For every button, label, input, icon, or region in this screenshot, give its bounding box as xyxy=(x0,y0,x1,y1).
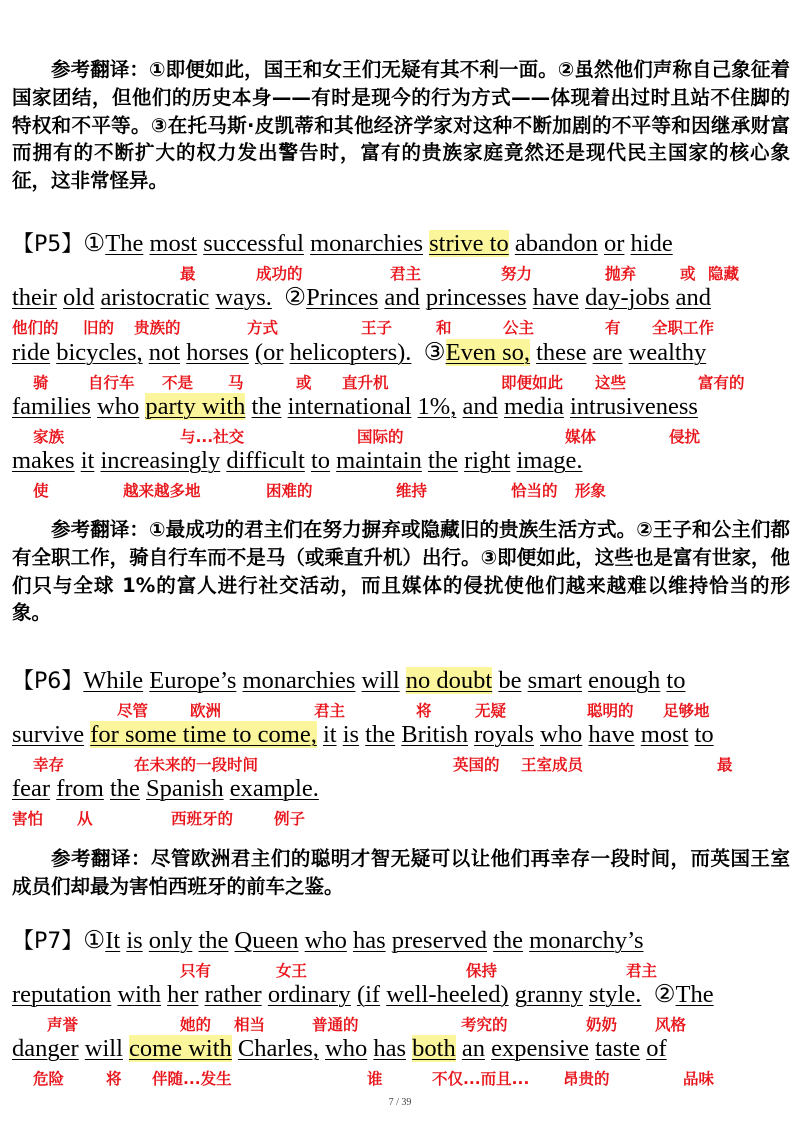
sentence-number: ② xyxy=(653,981,676,1008)
gloss: 或 xyxy=(296,374,312,392)
word: aristocratic xyxy=(100,284,210,311)
gloss: 伴随...发生 xyxy=(152,1070,232,1088)
gloss: 国际的 xyxy=(357,428,404,446)
highlighted-phrase: for some time to come, xyxy=(90,721,317,748)
gloss: 足够地 xyxy=(663,702,710,720)
p7-line-3 xyxy=(12,1034,790,1064)
gloss: 昂贵的 xyxy=(563,1070,610,1088)
gloss: 考究的 xyxy=(461,1016,508,1034)
sentence-number: ② xyxy=(284,284,307,311)
word: to xyxy=(666,667,686,694)
word: example. xyxy=(229,775,319,802)
gloss: 努力 xyxy=(501,265,533,283)
gloss: 不仅...而且... xyxy=(432,1070,530,1088)
word: expensive xyxy=(491,1035,590,1062)
p5-gloss-2 xyxy=(0,317,800,339)
word: or xyxy=(604,230,625,257)
word: has xyxy=(352,927,386,954)
word: (if xyxy=(356,981,381,1008)
gloss: 君主 xyxy=(314,702,346,720)
gloss: 贵族的 xyxy=(134,319,181,337)
word: the xyxy=(365,721,396,748)
gloss: 奶奶 xyxy=(586,1016,618,1034)
gloss: 抛弃 xyxy=(605,265,637,283)
word: are xyxy=(592,339,623,366)
word: preserved xyxy=(391,927,487,954)
word: wealthy xyxy=(628,339,707,366)
word: Spanish xyxy=(146,775,224,802)
word: with xyxy=(117,981,162,1008)
word: right xyxy=(464,447,511,474)
word: rather xyxy=(204,981,262,1008)
gloss: 尽管 xyxy=(117,702,149,720)
word: horses xyxy=(186,339,249,366)
gloss: 直升机 xyxy=(342,374,389,392)
word: taste xyxy=(595,1035,641,1062)
highlighted-phrase: no doubt xyxy=(405,667,493,694)
word: to xyxy=(694,721,714,748)
gloss: 骑 xyxy=(33,374,49,392)
gloss: 公主 xyxy=(503,319,535,337)
gloss: 只有 xyxy=(180,962,212,980)
p5-gloss-1 xyxy=(0,263,800,285)
gloss: 普通的 xyxy=(312,1016,359,1034)
highlighted-phrase: party with xyxy=(145,393,246,420)
gloss: 女王 xyxy=(276,962,308,980)
word: 1%, xyxy=(417,393,457,420)
word: and xyxy=(462,393,498,420)
word: of xyxy=(646,1035,667,1062)
highlighted-phrase: both xyxy=(412,1035,456,1062)
word: who xyxy=(304,927,347,954)
gloss: 最 xyxy=(180,265,196,283)
p6-gloss-3 xyxy=(0,808,800,830)
gloss: 君主 xyxy=(626,962,658,980)
word: and xyxy=(384,284,420,311)
p5-line-4 xyxy=(12,392,790,422)
word: have xyxy=(588,721,635,748)
gloss: 危险 xyxy=(33,1070,65,1088)
highlighted-phrase: strive to xyxy=(429,230,509,257)
word: only xyxy=(148,927,193,954)
word: most xyxy=(149,230,198,257)
word: style. xyxy=(588,981,642,1008)
word: well-heeled) xyxy=(386,981,509,1008)
word: day-jobs xyxy=(585,284,670,311)
gloss: 谁 xyxy=(367,1070,383,1088)
gloss: 相当 xyxy=(234,1016,266,1034)
gloss: 将 xyxy=(416,702,432,720)
page-number: 7 / 39 xyxy=(388,1097,412,1108)
word: international xyxy=(287,393,412,420)
word: who xyxy=(97,393,140,420)
reference-translation-p4: 参考翻译：①即便如此，国王和女王们无疑有其不利一面。②虽然他们声称自己象征着国家团结，但他们的历史本身——有时是现今的行为方式——体现着出过时且站不住脚的特权和不平等。③在托马斯·皮凯蒂和其他经济学家对这种不断加剧的不平等和因继承财富而拥有的不断扩大的权力发出警告时，富有的贵族家庭竟然还是现代民主国家的核心象征，这非常怪异。 xyxy=(12,58,790,193)
word: princesses xyxy=(425,284,527,311)
gloss: 例子 xyxy=(274,810,306,828)
gloss: 风格 xyxy=(655,1016,687,1034)
highlighted-phrase: Even so, xyxy=(445,339,530,366)
gloss: 品味 xyxy=(683,1070,715,1088)
word: not xyxy=(148,339,181,366)
reference-translation-p6: 参考翻译：尽管欧洲君主们的聪明才智无疑可以让他们再幸存一段时间，而英国王室成员们却最为害怕西班牙的前车之鉴。 xyxy=(12,847,790,898)
word: ways. xyxy=(215,284,272,311)
word: and xyxy=(675,284,711,311)
word: will xyxy=(361,667,400,694)
gloss: 王室成员 xyxy=(521,756,584,774)
p7-gloss-2 xyxy=(0,1014,800,1036)
gloss: 英国的 xyxy=(453,756,500,774)
word: It xyxy=(105,927,121,954)
gloss: 维持 xyxy=(396,482,428,500)
word: Princes xyxy=(306,284,379,311)
word: is xyxy=(126,927,143,954)
word: makes xyxy=(12,447,75,474)
gloss: 隐藏 xyxy=(708,265,740,283)
word: monarchy’s xyxy=(529,927,644,954)
gloss: 侵扰 xyxy=(669,428,701,446)
p5-gloss-5 xyxy=(0,480,800,502)
gloss: 将 xyxy=(106,1070,122,1088)
gloss: 害怕 xyxy=(12,810,44,828)
word: it xyxy=(80,447,95,474)
word: abandon xyxy=(514,230,598,257)
gloss: 与...社交 xyxy=(180,428,245,446)
gloss: 形象 xyxy=(575,482,607,500)
word: (or xyxy=(254,339,284,366)
word: the xyxy=(109,775,140,802)
gloss: 在未来的一段时间 xyxy=(134,756,259,774)
paragraph-tag: 【P6】 xyxy=(12,669,84,694)
word: the xyxy=(251,393,282,420)
word: ordinary xyxy=(267,981,351,1008)
word: has xyxy=(373,1035,407,1062)
p6-line-1 xyxy=(12,666,790,696)
gloss: 不是 xyxy=(162,374,194,392)
word: smart xyxy=(527,667,583,694)
sentence-number: ① xyxy=(83,927,106,954)
word: bicycles, xyxy=(56,339,143,366)
gloss: 她的 xyxy=(180,1016,212,1034)
word: an xyxy=(461,1035,485,1062)
word: it xyxy=(322,721,337,748)
word: monarchies xyxy=(310,230,423,257)
word: ride xyxy=(12,339,51,366)
word: media xyxy=(503,393,564,420)
p5-gloss-4 xyxy=(0,426,800,448)
gloss: 这些 xyxy=(595,374,627,392)
word: her xyxy=(167,981,199,1008)
p6-gloss-1 xyxy=(0,700,800,722)
word: the xyxy=(198,927,229,954)
word: who xyxy=(325,1035,368,1062)
gloss: 即便如此 xyxy=(501,374,564,392)
word: will xyxy=(84,1035,123,1062)
word: intrusiveness xyxy=(569,393,698,420)
word: most xyxy=(640,721,689,748)
gloss: 恰当的 xyxy=(511,482,558,500)
gloss: 最 xyxy=(717,756,733,774)
p6-line-3 xyxy=(12,774,790,804)
word: families xyxy=(12,393,91,420)
gloss: 困难的 xyxy=(266,482,313,500)
gloss: 媒体 xyxy=(565,428,597,446)
word: increasingly xyxy=(100,447,221,474)
word: The xyxy=(105,230,144,257)
word: maintain xyxy=(336,447,422,474)
word: the xyxy=(493,927,524,954)
word: difficult xyxy=(226,447,305,474)
word: Charles, xyxy=(237,1035,319,1062)
gloss: 和 xyxy=(436,319,452,337)
word: reputation xyxy=(12,981,112,1008)
word: be xyxy=(498,667,522,694)
p5-line-1 xyxy=(12,229,790,259)
gloss: 欧洲 xyxy=(190,702,222,720)
p7-line-2 xyxy=(12,980,790,1010)
gloss: 越来越多地 xyxy=(123,482,201,500)
word: to xyxy=(310,447,331,474)
gloss: 声誉 xyxy=(47,1016,79,1034)
p5-gloss-3 xyxy=(0,372,800,394)
word: royals xyxy=(474,721,534,748)
gloss: 或 xyxy=(680,265,696,283)
gloss: 西班牙的 xyxy=(171,810,234,828)
gloss: 他们的 xyxy=(12,319,59,337)
gloss: 马 xyxy=(228,374,244,392)
p7-gloss-1 xyxy=(0,960,800,982)
sentence-number: ① xyxy=(83,230,106,257)
gloss: 保持 xyxy=(466,962,498,980)
reference-translation-p5: 参考翻译：①最成功的君主们在努力摒弃或隐藏旧的贵族生活方式。②王子和公主们都有全职工作，骑自行车而不是马（或乘直升机）出行。③即便如此，这些也是富有世家，他们只与全球 1%的富人进行社交活动，而且媒体的侵扰使他们越来越难以维持恰当的形象。 xyxy=(12,518,790,625)
word: British xyxy=(401,721,468,748)
gloss: 富有的 xyxy=(698,374,745,392)
gloss: 旧的 xyxy=(83,319,115,337)
word: monarchies xyxy=(242,667,356,694)
word: survive xyxy=(12,721,85,748)
p6-line-2 xyxy=(12,720,790,750)
word: helicopters). xyxy=(289,339,412,366)
word: Queen xyxy=(234,927,299,954)
word: from xyxy=(56,775,104,802)
p7-gloss-3 xyxy=(0,1068,800,1090)
word: old xyxy=(63,284,95,311)
gloss: 有 xyxy=(605,319,621,337)
p6-gloss-2 xyxy=(0,754,800,776)
gloss: 方式 xyxy=(247,319,279,337)
word: While xyxy=(83,667,144,694)
word: their xyxy=(12,284,57,311)
word: Europe’s xyxy=(149,667,237,694)
p5-line-2 xyxy=(12,283,790,313)
word: granny xyxy=(514,981,583,1008)
gloss: 全职工作 xyxy=(652,319,715,337)
gloss: 王子 xyxy=(361,319,393,337)
word: who xyxy=(540,721,583,748)
gloss: 君主 xyxy=(390,265,422,283)
p5-line-3 xyxy=(12,338,790,368)
p5-line-5 xyxy=(12,446,790,476)
sentence-number: ③ xyxy=(423,339,446,366)
word: the xyxy=(428,447,458,474)
word: fear xyxy=(12,775,51,802)
gloss: 聪明的 xyxy=(587,702,634,720)
word: danger xyxy=(12,1035,79,1062)
paragraph-tag: 【P5】 xyxy=(12,232,84,257)
gloss: 使 xyxy=(33,482,49,500)
highlighted-phrase: come with xyxy=(129,1035,232,1062)
gloss: 家族 xyxy=(33,428,65,446)
word: successful xyxy=(203,230,304,257)
gloss: 无疑 xyxy=(475,702,507,720)
word: have xyxy=(532,284,579,311)
gloss: 从 xyxy=(77,810,93,828)
gloss: 成功的 xyxy=(256,265,303,283)
word: The xyxy=(675,981,714,1008)
gloss: 自行车 xyxy=(88,374,135,392)
word: image. xyxy=(516,447,583,474)
p7-line-1 xyxy=(12,926,790,956)
gloss: 幸存 xyxy=(33,756,65,774)
word: enough xyxy=(588,667,661,694)
word: hide xyxy=(630,230,673,257)
word: is xyxy=(342,721,360,748)
word: these xyxy=(536,339,587,366)
paragraph-tag: 【P7】 xyxy=(12,929,84,954)
